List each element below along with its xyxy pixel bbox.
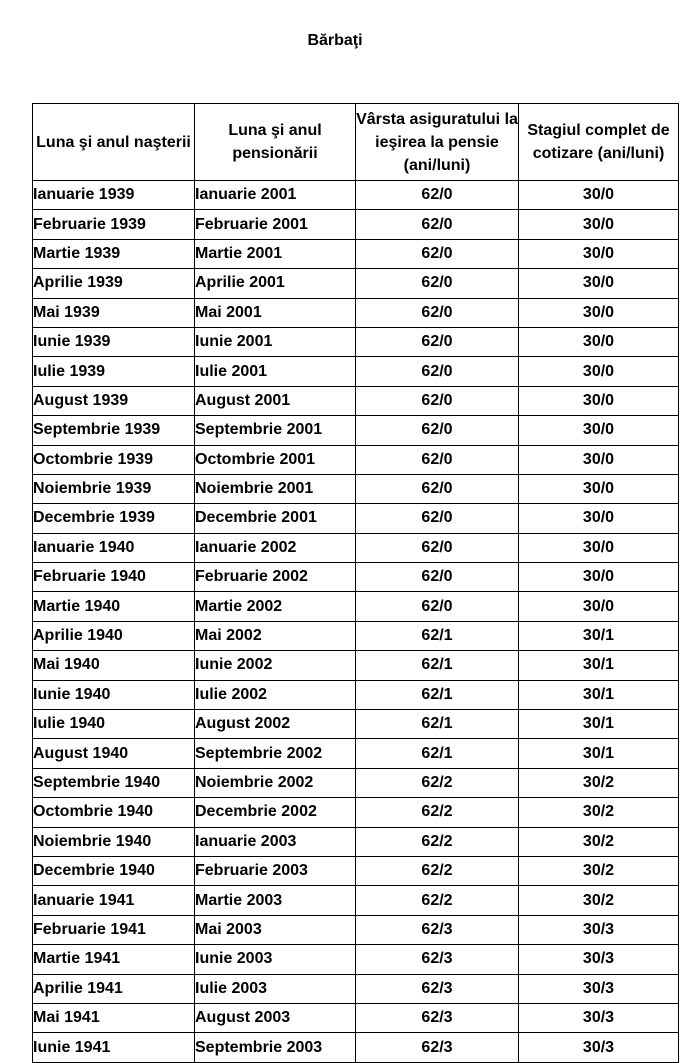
retirement-age-cell: 62/0	[356, 327, 519, 356]
retirement-age-cell: 62/2	[356, 768, 519, 797]
table-header	[33, 104, 679, 181]
retirement-age-cell: 62/0	[356, 474, 519, 503]
retirement-month-cell: Iunie 2002	[195, 651, 356, 680]
contribution-period-cell: 30/0	[519, 386, 679, 415]
birth-month-cell: Noiembrie 1939	[33, 474, 195, 503]
table-row	[33, 768, 679, 797]
table-row	[33, 945, 679, 974]
retirement-month-cell: Martie 2003	[195, 886, 356, 915]
retirement-age-cell: 62/0	[356, 298, 519, 327]
birth-month-cell: Iunie 1940	[33, 680, 195, 709]
table-row	[33, 474, 679, 503]
page-title: Bărbaţi	[307, 32, 363, 49]
contribution-period-cell: 30/0	[519, 445, 679, 474]
retirement-age-cell: 62/0	[356, 269, 519, 298]
table-row	[33, 504, 679, 533]
retirement-table	[32, 103, 679, 1063]
contribution-period-cell: 30/1	[519, 739, 679, 768]
retirement-age-cell: 62/0	[356, 181, 519, 210]
retirement-age-cell: 62/3	[356, 945, 519, 974]
retirement-age-cell: 62/0	[356, 533, 519, 562]
contribution-period-cell: 30/0	[519, 416, 679, 445]
birth-month-cell: Mai 1939	[33, 298, 195, 327]
retirement-month-cell: Mai 2001	[195, 298, 356, 327]
birth-month-cell: August 1939	[33, 386, 195, 415]
birth-month-cell: August 1940	[33, 739, 195, 768]
contribution-period-cell: 30/0	[519, 533, 679, 562]
retirement-age-cell: 62/0	[356, 357, 519, 386]
retirement-month-cell: Ianuarie 2001	[195, 181, 356, 210]
retirement-age-cell: 62/0	[356, 239, 519, 268]
table-row	[33, 386, 679, 415]
table-row	[33, 915, 679, 944]
retirement-age-cell: 62/1	[356, 651, 519, 680]
retirement-age-cell: 62/2	[356, 798, 519, 827]
birth-month-cell: Septembrie 1939	[33, 416, 195, 445]
birth-month-cell: Iulie 1940	[33, 710, 195, 739]
retirement-month-cell: Ianuarie 2002	[195, 533, 356, 562]
header-row	[33, 104, 679, 181]
table-row	[33, 445, 679, 474]
retirement-month-cell: Mai 2003	[195, 915, 356, 944]
table-row	[33, 357, 679, 386]
retirement-age-cell: 62/1	[356, 739, 519, 768]
birth-month-cell: Ianuarie 1940	[33, 533, 195, 562]
contribution-period-cell: 30/1	[519, 621, 679, 650]
contribution-period-cell: 30/0	[519, 269, 679, 298]
contribution-period-cell: 30/0	[519, 592, 679, 621]
birth-month-cell: Iunie 1941	[33, 1033, 195, 1062]
header-contribution-period: Stagiul complet de cotizare (ani/luni)	[519, 104, 679, 181]
retirement-age-cell: 62/3	[356, 915, 519, 944]
retirement-age-cell: 62/3	[356, 1033, 519, 1062]
table-row	[33, 563, 679, 592]
table-row	[33, 974, 679, 1003]
retirement-age-cell: 62/0	[356, 563, 519, 592]
birth-month-cell: Mai 1941	[33, 1003, 195, 1032]
contribution-period-cell: 30/3	[519, 915, 679, 944]
contribution-period-cell: 30/0	[519, 239, 679, 268]
table-row	[33, 239, 679, 268]
table-row	[33, 327, 679, 356]
table-row	[33, 739, 679, 768]
birth-month-cell: Februarie 1939	[33, 210, 195, 239]
retirement-month-cell: Martie 2001	[195, 239, 356, 268]
retirement-age-cell: 62/0	[356, 210, 519, 239]
table-row	[33, 680, 679, 709]
retirement-month-cell: Septembrie 2002	[195, 739, 356, 768]
birth-month-cell: Ianuarie 1941	[33, 886, 195, 915]
retirement-month-cell: Decembrie 2002	[195, 798, 356, 827]
retirement-age-cell: 62/1	[356, 621, 519, 650]
retirement-month-cell: Septembrie 2001	[195, 416, 356, 445]
contribution-period-cell: 30/0	[519, 298, 679, 327]
contribution-period-cell: 30/2	[519, 886, 679, 915]
birth-month-cell: Martie 1940	[33, 592, 195, 621]
retirement-month-cell: Martie 2002	[195, 592, 356, 621]
retirement-age-cell: 62/1	[356, 680, 519, 709]
retirement-age-cell: 62/0	[356, 416, 519, 445]
table-row	[33, 886, 679, 915]
contribution-period-cell: 30/3	[519, 945, 679, 974]
birth-month-cell: Februarie 1940	[33, 563, 195, 592]
retirement-age-cell: 62/0	[356, 592, 519, 621]
birth-month-cell: Aprilie 1940	[33, 621, 195, 650]
table-row	[33, 856, 679, 885]
birth-month-cell: Octombrie 1939	[33, 445, 195, 474]
table-row	[33, 269, 679, 298]
header-retirement-month-year: Luna şi anul pensionării	[195, 104, 356, 181]
retirement-month-cell: August 2002	[195, 710, 356, 739]
retirement-month-cell: Septembrie 2003	[195, 1033, 356, 1062]
retirement-month-cell: Februarie 2002	[195, 563, 356, 592]
retirement-month-cell: Ianuarie 2003	[195, 827, 356, 856]
birth-month-cell: Septembrie 1940	[33, 768, 195, 797]
retirement-month-cell: August 2003	[195, 1003, 356, 1032]
header-birth-month-year: Luna şi anul naşterii	[33, 104, 195, 181]
retirement-month-cell: Iulie 2001	[195, 357, 356, 386]
contribution-period-cell: 30/1	[519, 680, 679, 709]
table-row	[33, 592, 679, 621]
table-row	[33, 181, 679, 210]
retirement-age-cell: 62/3	[356, 1003, 519, 1032]
retirement-age-cell: 62/0	[356, 504, 519, 533]
retirement-month-cell: Iunie 2001	[195, 327, 356, 356]
retirement-month-cell: Iulie 2003	[195, 974, 356, 1003]
contribution-period-cell: 30/0	[519, 327, 679, 356]
retirement-age-cell: 62/3	[356, 974, 519, 1003]
birth-month-cell: Iulie 1939	[33, 357, 195, 386]
birth-month-cell: Ianuarie 1939	[33, 181, 195, 210]
retirement-age-cell: 62/2	[356, 827, 519, 856]
retirement-age-cell: 62/1	[356, 710, 519, 739]
table-row	[33, 210, 679, 239]
table-body	[33, 181, 679, 1063]
retirement-month-cell: Iunie 2003	[195, 945, 356, 974]
table-row	[33, 533, 679, 562]
retirement-age-cell: 62/0	[356, 445, 519, 474]
retirement-month-cell: Decembrie 2001	[195, 504, 356, 533]
table-row	[33, 1003, 679, 1032]
birth-month-cell: Noiembrie 1940	[33, 827, 195, 856]
retirement-age-cell: 62/0	[356, 386, 519, 415]
contribution-period-cell: 30/3	[519, 1003, 679, 1032]
contribution-period-cell: 30/0	[519, 181, 679, 210]
retirement-month-cell: Februarie 2001	[195, 210, 356, 239]
retirement-month-cell: Octombrie 2001	[195, 445, 356, 474]
table-row	[33, 416, 679, 445]
table-row	[33, 798, 679, 827]
retirement-age-cell: 62/2	[356, 856, 519, 885]
table-row	[33, 1033, 679, 1062]
retirement-month-cell: Aprilie 2001	[195, 269, 356, 298]
birth-month-cell: Decembrie 1940	[33, 856, 195, 885]
contribution-period-cell: 30/3	[519, 974, 679, 1003]
retirement-month-cell: Februarie 2003	[195, 856, 356, 885]
birth-month-cell: Octombrie 1940	[33, 798, 195, 827]
contribution-period-cell: 30/2	[519, 827, 679, 856]
table-row	[33, 827, 679, 856]
contribution-period-cell: 30/2	[519, 798, 679, 827]
table-row	[33, 298, 679, 327]
contribution-period-cell: 30/3	[519, 1033, 679, 1062]
birth-month-cell: Iunie 1939	[33, 327, 195, 356]
contribution-period-cell: 30/0	[519, 474, 679, 503]
retirement-month-cell: Noiembrie 2001	[195, 474, 356, 503]
retirement-month-cell: Noiembrie 2002	[195, 768, 356, 797]
table-row	[33, 710, 679, 739]
contribution-period-cell: 30/2	[519, 856, 679, 885]
retirement-month-cell: Mai 2002	[195, 621, 356, 650]
header-retirement-age: Vârsta asiguratului la ieşirea la pensie (ani/luni)	[356, 104, 519, 181]
birth-month-cell: Februarie 1941	[33, 915, 195, 944]
table-row	[33, 651, 679, 680]
contribution-period-cell: 30/2	[519, 768, 679, 797]
birth-month-cell: Decembrie 1939	[33, 504, 195, 533]
birth-month-cell: Mai 1940	[33, 651, 195, 680]
retirement-month-cell: August 2001	[195, 386, 356, 415]
retirement-month-cell: Iulie 2002	[195, 680, 356, 709]
birth-month-cell: Martie 1939	[33, 239, 195, 268]
contribution-period-cell: 30/1	[519, 710, 679, 739]
retirement-age-cell: 62/2	[356, 886, 519, 915]
birth-month-cell: Aprilie 1941	[33, 974, 195, 1003]
contribution-period-cell: 30/1	[519, 651, 679, 680]
table-row	[33, 621, 679, 650]
birth-month-cell: Aprilie 1939	[33, 269, 195, 298]
contribution-period-cell: 30/0	[519, 357, 679, 386]
contribution-period-cell: 30/0	[519, 563, 679, 592]
contribution-period-cell: 30/0	[519, 504, 679, 533]
contribution-period-cell: 30/0	[519, 210, 679, 239]
birth-month-cell: Martie 1941	[33, 945, 195, 974]
